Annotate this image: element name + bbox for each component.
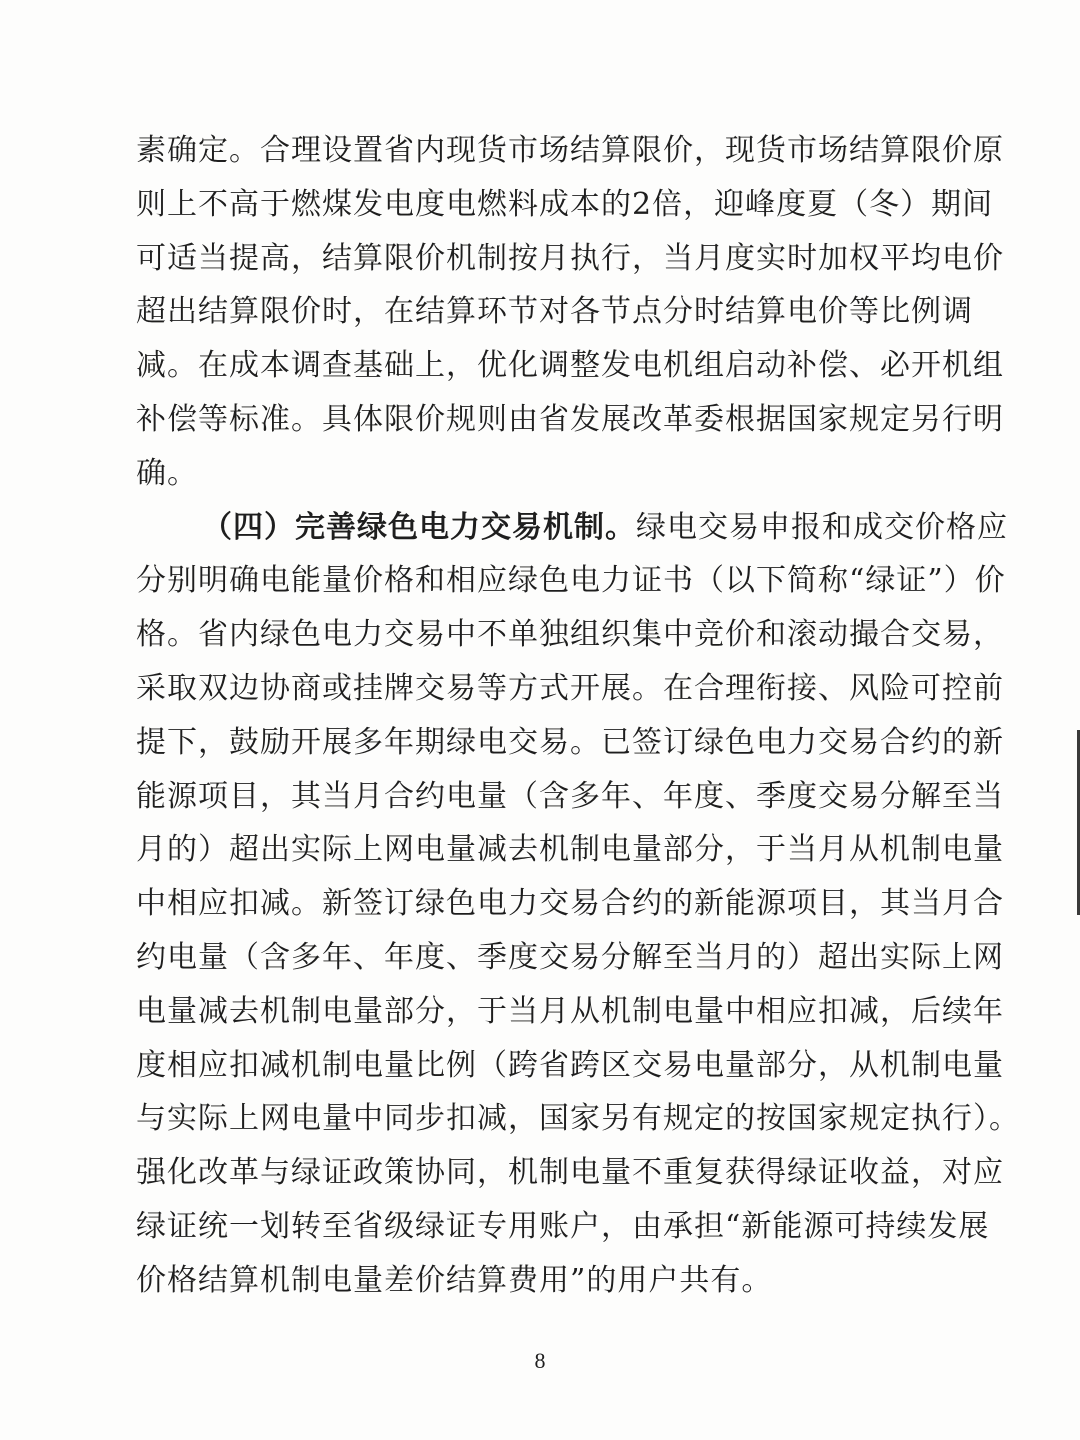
text-line: 中相应扣减。新签订绿色电力交易合约的新能源项目，其当月合: [136, 886, 1004, 922]
text-line: 分别明确电能量价格和相应绿色电力证书（以下简称“绿证”）价: [136, 563, 1006, 599]
text-line: 格。省内绿色电力交易中不单独组织集中竞价和滚动撮合交易，: [136, 617, 1004, 653]
text-line: 月的）超出实际上网电量减去机制电量部分，于当月从机制电量: [136, 832, 1004, 868]
text-line: 价格结算机制电量差价结算费用”的用户共有。: [136, 1262, 773, 1298]
section-heading-punct: 。: [605, 509, 636, 545]
page-number: 8: [534, 1348, 546, 1373]
text-line: 提下，鼓励开展多年期绿电交易。已签订绿色电力交易合约的新: [136, 724, 1004, 760]
text-line: 与实际上网电量中同步扣减，国家另有规定的按国家规定执行）。: [136, 1101, 1020, 1137]
text-line: 素确定。合理设置省内现货市场结算限价，现货市场结算限价原: [136, 133, 1004, 168]
text-line: 确。: [136, 455, 198, 491]
text-line: 度相应扣减机制电量比例（跨省跨区交易电量部分，从机制电量: [136, 1047, 1004, 1083]
section-heading: （四）完善绿色电力交易机制: [202, 509, 605, 545]
text-line: 采取双边协商或挂牌交易等方式开展。在合理衔接、风险可控前: [136, 670, 1004, 706]
text-line: 则上不高于燃煤发电度电燃料成本的2倍，迎峰度夏（冬）期间: [136, 186, 994, 222]
section-heading-line: [136, 501, 1008, 555]
text-line: 绿证统一划转至省级绿证专用账户，由承担“新能源可持续发展: [136, 1208, 990, 1244]
text-line: 强化改革与绿证政策协同，机制电量不重复获得绿证收益，对应: [136, 1155, 1004, 1191]
text-line: 可适当提高，结算限价机制按月执行，当月度实时加权平均电价: [136, 240, 1004, 276]
text-line: 减。在成本调查基础上，优化调整发电机组启动补偿、必开机组: [136, 348, 1004, 384]
text-fragment: 绿电交易申报和成交价格应: [636, 509, 1008, 545]
text-line: 电量减去机制电量部分，于当月从机制电量中相应扣减，后续年: [136, 993, 1004, 1029]
text-line: 补偿等标准。具体限价规则由省发展改革委根据国家规定另行明: [136, 401, 1004, 437]
text-line: 超出结算限价时，在结算环节对各节点分时结算电价等比例调: [136, 294, 973, 330]
text-line: 能源项目，其当月合约电量（含多年、年度、季度交易分解至当: [136, 778, 1004, 814]
text-line: 约电量（含多年、年度、季度交易分解至当月的）超出实际上网: [136, 939, 1004, 975]
body-text: [136, 124, 1020, 1308]
